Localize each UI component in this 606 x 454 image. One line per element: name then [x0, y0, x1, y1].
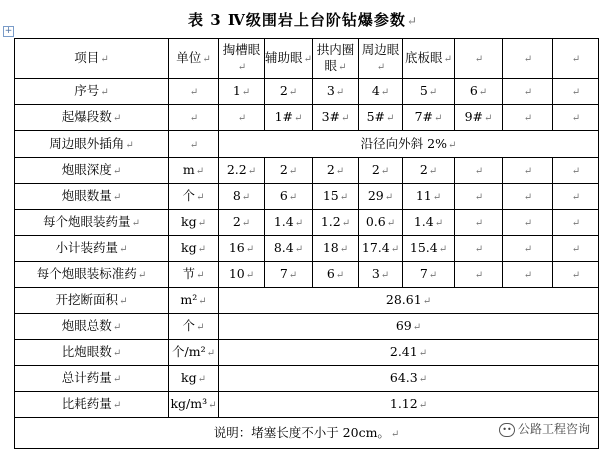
- paragraph-mark: ↵: [571, 113, 581, 124]
- row-label-text: 周边眼外插角: [49, 135, 125, 151]
- paragraph-mark: ↵: [206, 348, 215, 359]
- merged-value-text: 2.41: [389, 344, 418, 359]
- paragraph-mark: ↵: [125, 139, 134, 151]
- row-unit: [169, 131, 219, 158]
- empty-cell: [503, 158, 553, 184]
- header-unit: [169, 39, 219, 79]
- paragraph-mark: ↵: [474, 218, 484, 229]
- value-cell: [219, 158, 265, 184]
- paragraph-mark: ↵: [288, 166, 298, 177]
- table-row: [15, 236, 599, 262]
- row-unit-text: 节: [182, 266, 196, 281]
- paragraph-mark: ↵: [422, 296, 432, 307]
- row-label: [15, 392, 169, 418]
- value-cell: [359, 236, 403, 262]
- row-unit: [169, 366, 219, 392]
- value-cell: [313, 79, 359, 105]
- value-cell: [359, 105, 403, 131]
- paragraph-mark: ↵: [338, 61, 347, 73]
- table-row: [15, 131, 599, 158]
- value-cell-text: 1.2: [320, 214, 341, 229]
- paragraph-mark: ↵: [197, 374, 206, 385]
- table-row: [15, 262, 599, 288]
- paragraph-mark: ↵: [474, 270, 484, 281]
- paragraph-mark: ↵: [195, 166, 205, 177]
- row-unit: [169, 262, 219, 288]
- paragraph-mark: ↵: [523, 244, 533, 255]
- empty-cell: [503, 262, 553, 288]
- paragraph-mark: ↵: [523, 113, 533, 124]
- value-cell: [265, 158, 313, 184]
- paragraph-mark: ↵: [112, 113, 122, 124]
- paragraph-mark: ↵: [112, 400, 122, 411]
- value-cell-text: 9#: [464, 109, 484, 124]
- value-cell: [313, 236, 359, 262]
- value-cell: [359, 262, 403, 288]
- merged-value-text: 64.3: [389, 370, 418, 385]
- value-cell: [313, 262, 359, 288]
- paragraph-mark: ↵: [571, 218, 581, 229]
- value-cell: [403, 262, 455, 288]
- paragraph-mark: ↵: [484, 113, 493, 124]
- paragraph-mark: ↵: [189, 87, 199, 98]
- header-hole-type: [265, 39, 313, 79]
- value-cell: [265, 236, 313, 262]
- merged-value: [219, 314, 599, 340]
- paragraph-mark: ↵: [241, 87, 251, 98]
- paragraph-mark: ↵: [288, 87, 298, 98]
- paragraph-mark: ↵: [237, 113, 247, 124]
- paragraph-mark: ↵: [100, 54, 109, 65]
- paragraph-mark: ↵: [339, 192, 349, 203]
- paragraph-mark: ↵: [390, 428, 400, 440]
- paragraph-mark: ↵: [196, 270, 205, 281]
- row-unit: [169, 184, 219, 210]
- empty-cell: [553, 184, 599, 210]
- value-cell: [313, 184, 359, 210]
- value-cell: [219, 184, 265, 210]
- empty-cell: [455, 39, 503, 79]
- value-cell-text: 17.4: [361, 240, 390, 255]
- row-label-text: 比耗药量: [61, 396, 112, 411]
- value-cell-text: 8.4: [273, 240, 294, 255]
- value-cell: [265, 79, 313, 105]
- paragraph-mark: ↵: [335, 166, 345, 177]
- paragraph-mark: ↵: [335, 87, 345, 98]
- row-label: [15, 79, 169, 105]
- value-cell-text: 10: [228, 266, 245, 281]
- row-unit-text: kg: [181, 370, 197, 385]
- row-label-text: 炮眼数量: [61, 188, 112, 203]
- row-label: [15, 314, 169, 340]
- value-cell-text: 7: [419, 266, 428, 281]
- header-item-text: 项目: [74, 50, 100, 65]
- paragraph-mark: ↵: [294, 244, 304, 255]
- row-unit-text: 个/m²: [172, 344, 206, 359]
- value-cell-text: 15.4: [409, 240, 438, 255]
- paragraph-mark: ↵: [341, 113, 350, 124]
- value-cell: [313, 210, 359, 236]
- table-row: [15, 314, 599, 340]
- paragraph-mark: ↵: [119, 296, 128, 307]
- value-cell: [265, 210, 313, 236]
- row-unit: [169, 340, 219, 366]
- row-label: [15, 105, 169, 131]
- paragraph-mark: ↵: [384, 192, 394, 203]
- paragraph-mark: ↵: [523, 166, 533, 177]
- paragraph-mark: ↵: [339, 244, 349, 255]
- header-hole-type-text: 掏槽眼: [222, 41, 261, 57]
- table-row: [15, 366, 599, 392]
- empty-cell: [553, 39, 599, 79]
- paragraph-mark: ↵: [294, 218, 304, 229]
- paragraph-mark: ↵: [406, 14, 418, 28]
- value-cell: [219, 105, 265, 131]
- value-cell-text: 1.4: [413, 214, 434, 229]
- row-unit: [169, 158, 219, 184]
- paragraph-mark: ↵: [380, 270, 390, 281]
- header-hole-type-text: 底板眼: [405, 49, 443, 65]
- paragraph-mark: ↵: [571, 54, 581, 65]
- wechat-watermark: [499, 422, 590, 437]
- value-cell-text: 1: [232, 83, 241, 98]
- header-item: [15, 39, 169, 79]
- value-cell: [403, 184, 455, 210]
- row-unit-text: kg/m³: [170, 396, 208, 411]
- row-unit-text: kg: [181, 240, 197, 255]
- header-hole-type-text: 周边眼: [361, 41, 400, 57]
- paragraph-mark: ↵: [390, 244, 400, 255]
- value-cell-text: 15: [322, 188, 339, 203]
- paragraph-mark: ↵: [112, 166, 122, 177]
- value-cell-text: 3: [326, 83, 335, 98]
- row-label: [15, 262, 169, 288]
- value-cell: [313, 105, 359, 131]
- wechat-icon: ••: [499, 423, 515, 437]
- header-unit-text: 单位: [176, 50, 202, 65]
- row-label-text: 比炮眼数: [61, 344, 112, 359]
- value-cell: [265, 262, 313, 288]
- table-row: [15, 340, 599, 366]
- paragraph-mark: ↵: [241, 192, 251, 203]
- empty-cell: [455, 184, 503, 210]
- paragraph-mark: ↵: [474, 166, 484, 177]
- paragraph-mark: ↵: [196, 192, 205, 203]
- value-cell-text: 5: [419, 83, 428, 98]
- empty-cell: [455, 158, 503, 184]
- row-unit-text: 个: [182, 318, 196, 333]
- paragraph-mark: ↵: [100, 87, 109, 98]
- paragraph-mark: ↵: [523, 87, 533, 98]
- empty-cell: [503, 236, 553, 262]
- value-cell-text: 6: [326, 266, 335, 281]
- value-cell-text: 18: [322, 240, 339, 255]
- value-cell: [403, 105, 455, 131]
- row-unit-text: kg: [181, 214, 197, 229]
- row-label: [15, 131, 169, 158]
- value-cell-text: 7#: [414, 109, 434, 124]
- value-cell: [359, 158, 403, 184]
- paragraph-mark: ↵: [474, 54, 484, 65]
- paragraph-mark: ↵: [198, 296, 207, 307]
- paragraph-mark: ↵: [341, 218, 351, 229]
- paragraph-mark: ↵: [418, 348, 428, 359]
- paragraph-mark: ↵: [432, 192, 442, 203]
- row-label: [15, 184, 169, 210]
- row-label-text: 开挖断面积: [55, 292, 119, 307]
- note-cell: [15, 418, 599, 449]
- value-cell: [403, 210, 455, 236]
- paragraph-mark: ↵: [237, 61, 247, 73]
- table-row: [15, 79, 599, 105]
- value-cell-text: 6: [469, 83, 478, 98]
- paragraph-mark: ↵: [380, 87, 390, 98]
- note-cell-text: 说明：堵塞长度不小于 20cm。: [213, 424, 390, 440]
- value-cell-text: 29: [367, 188, 384, 203]
- empty-cell: [553, 210, 599, 236]
- row-unit: [169, 314, 219, 340]
- value-cell-text: 11: [415, 188, 432, 203]
- paragraph-mark: ↵: [112, 322, 122, 333]
- table-row: [15, 392, 599, 418]
- header-hole-type: [359, 39, 403, 79]
- row-unit: [169, 79, 219, 105]
- paragraph-mark: ↵: [189, 113, 199, 124]
- value-cell: [359, 210, 403, 236]
- value-cell-text: 7: [279, 266, 288, 281]
- empty-cell: [553, 262, 599, 288]
- paragraph-mark: ↵: [137, 270, 147, 281]
- value-cell: [455, 79, 503, 105]
- row-label: [15, 288, 169, 314]
- paragraph-mark: ↵: [418, 400, 428, 411]
- row-label-text: 小计装药量: [55, 240, 119, 255]
- value-cell: [219, 210, 265, 236]
- paragraph-mark: ↵: [196, 322, 205, 333]
- row-unit: [169, 392, 219, 418]
- paragraph-mark: ↵: [571, 192, 581, 203]
- paragraph-mark: ↵: [523, 54, 533, 65]
- paragraph-mark: ↵: [197, 218, 206, 229]
- header-hole-type: [403, 39, 455, 79]
- header-row: [15, 39, 599, 79]
- merged-value: [219, 340, 599, 366]
- paragraph-mark: ↵: [428, 270, 438, 281]
- table-row: [15, 184, 599, 210]
- paragraph-mark: ↵: [428, 166, 438, 177]
- paragraph-mark: ↵: [412, 322, 422, 333]
- value-cell: [403, 236, 455, 262]
- paragraph-mark: ↵: [474, 244, 484, 255]
- merged-value-text: 沿径向外斜 2%: [360, 135, 447, 151]
- paragraph-mark: ↵: [380, 166, 390, 177]
- paragraph-mark: ↵: [523, 270, 533, 281]
- paragraph-mark: ↵: [571, 244, 581, 255]
- header-hole-type: [313, 39, 359, 79]
- row-label: [15, 366, 169, 392]
- empty-cell: [503, 184, 553, 210]
- value-cell-text: 2: [371, 162, 380, 177]
- paragraph-mark: ↵: [245, 244, 255, 255]
- paragraph-mark: ↵: [208, 400, 217, 411]
- paragraph-mark: ↵: [434, 113, 443, 124]
- header-hole-type-text: 辅助眼: [265, 49, 303, 65]
- value-cell: [219, 236, 265, 262]
- merged-value: [219, 131, 599, 158]
- table-title: [0, 9, 606, 30]
- empty-cell: [455, 236, 503, 262]
- empty-cell: [455, 210, 503, 236]
- paragraph-mark: ↵: [335, 270, 345, 281]
- value-cell: [265, 184, 313, 210]
- value-cell-text: 1.4: [273, 214, 294, 229]
- value-cell: [455, 105, 503, 131]
- value-cell-text: 3: [371, 266, 380, 281]
- paragraph-mark: ↵: [523, 192, 533, 203]
- row-label-text: 炮眼深度: [61, 162, 112, 177]
- empty-cell: [553, 79, 599, 105]
- empty-cell: [455, 262, 503, 288]
- paragraph-mark: ↵: [571, 270, 581, 281]
- row-unit-text: m²: [180, 292, 198, 307]
- paragraph-mark: ↵: [428, 87, 438, 98]
- empty-cell: [503, 105, 553, 131]
- value-cell-text: 6: [279, 188, 288, 203]
- value-cell-text: 8: [232, 188, 241, 203]
- row-unit-text: 个: [182, 188, 196, 203]
- paragraph-mark: ↵: [447, 139, 457, 151]
- paragraph-mark: ↵: [247, 166, 257, 177]
- value-cell-text: 2.2: [226, 162, 247, 177]
- table-row: [15, 210, 599, 236]
- drilling-blasting-parameters-table: [14, 38, 599, 449]
- row-label-text: 每个炮眼装药量: [43, 214, 131, 229]
- paragraph-mark: ↵: [571, 87, 581, 98]
- row-label-text: 炮眼总数: [61, 318, 112, 333]
- paragraph-mark: ↵: [474, 192, 484, 203]
- table-title-text: 表 3 Ⅳ级围岩上台阶钻爆参数: [188, 11, 406, 29]
- value-cell: [403, 158, 455, 184]
- table-row: [15, 288, 599, 314]
- paragraph-mark: ↵: [112, 192, 122, 203]
- paragraph-mark: ↵: [189, 139, 199, 151]
- paragraph-mark: ↵: [523, 218, 533, 229]
- value-cell: [219, 79, 265, 105]
- merged-value: [219, 366, 599, 392]
- paragraph-mark: ↵: [202, 54, 211, 65]
- header-hole-type: [219, 39, 265, 79]
- row-unit: [169, 105, 219, 131]
- header-hole-type-text: 拱内圈眼: [316, 41, 355, 73]
- empty-cell: [553, 236, 599, 262]
- row-label: [15, 210, 169, 236]
- paragraph-mark: ↵: [376, 61, 386, 73]
- row-unit: [169, 236, 219, 262]
- merged-value-text: 1.12: [389, 396, 418, 411]
- paragraph-mark: ↵: [241, 218, 251, 229]
- value-cell-text: 16: [228, 240, 245, 255]
- value-cell: [219, 262, 265, 288]
- paragraph-mark: ↵: [294, 113, 303, 124]
- value-cell-text: 0.6: [365, 214, 386, 229]
- paragraph-mark: ↵: [112, 374, 122, 385]
- paragraph-mark: ↵: [112, 348, 122, 359]
- value-cell-text: 2: [326, 162, 335, 177]
- merged-value: [219, 288, 599, 314]
- row-unit: [169, 210, 219, 236]
- value-cell: [265, 105, 313, 131]
- paragraph-mark: ↵: [131, 218, 140, 229]
- value-cell-text: 3#: [321, 109, 341, 124]
- empty-cell: [503, 79, 553, 105]
- value-cell-text: 5#: [366, 109, 386, 124]
- paragraph-mark: ↵: [438, 244, 448, 255]
- value-cell: [403, 79, 455, 105]
- row-unit: [169, 288, 219, 314]
- value-cell: [359, 79, 403, 105]
- empty-cell: [503, 39, 553, 79]
- empty-cell: [553, 105, 599, 131]
- paragraph-mark: ↵: [303, 53, 312, 65]
- paragraph-mark: ↵: [386, 113, 395, 124]
- value-cell-text: 2: [279, 162, 288, 177]
- paragraph-mark: ↵: [434, 218, 444, 229]
- row-label-text: 起爆段数: [61, 109, 112, 124]
- paragraph-mark: ↵: [119, 244, 128, 255]
- paragraph-mark: ↵: [418, 374, 428, 385]
- paragraph-mark: ↵: [443, 53, 452, 65]
- paragraph-mark: ↵: [197, 244, 206, 255]
- value-cell-text: 4: [371, 83, 380, 98]
- empty-cell: [503, 210, 553, 236]
- note-row: [15, 418, 599, 449]
- paragraph-mark: ↵: [478, 87, 488, 98]
- merged-value-text: 69: [395, 318, 412, 333]
- value-cell: [313, 158, 359, 184]
- value-cell-text: 2: [419, 162, 428, 177]
- paragraph-mark: ↵: [245, 270, 255, 281]
- table-move-handle-icon[interactable]: +: [4, 26, 13, 36]
- value-cell-text: 2: [232, 214, 241, 229]
- row-unit-text: m: [182, 162, 195, 177]
- table-row: [15, 105, 599, 131]
- row-label: [15, 340, 169, 366]
- merged-value-text: 28.61: [385, 292, 422, 307]
- paragraph-mark: ↵: [571, 166, 581, 177]
- table-row: [15, 158, 599, 184]
- row-label-text: 总计药量: [61, 370, 112, 385]
- value-cell-text: 2: [279, 83, 288, 98]
- watermark-text: 公路工程咨询: [517, 422, 590, 436]
- paragraph-mark: ↵: [386, 218, 396, 229]
- merged-value: [219, 392, 599, 418]
- value-cell-text: 1#: [274, 109, 294, 124]
- value-cell: [359, 184, 403, 210]
- row-label-text: 序号: [74, 83, 100, 98]
- paragraph-mark: ↵: [288, 270, 298, 281]
- paragraph-mark: ↵: [288, 192, 298, 203]
- empty-cell: [553, 158, 599, 184]
- row-label: [15, 236, 169, 262]
- row-label-text: 每个炮眼装标准药: [36, 266, 137, 281]
- row-label: [15, 158, 169, 184]
